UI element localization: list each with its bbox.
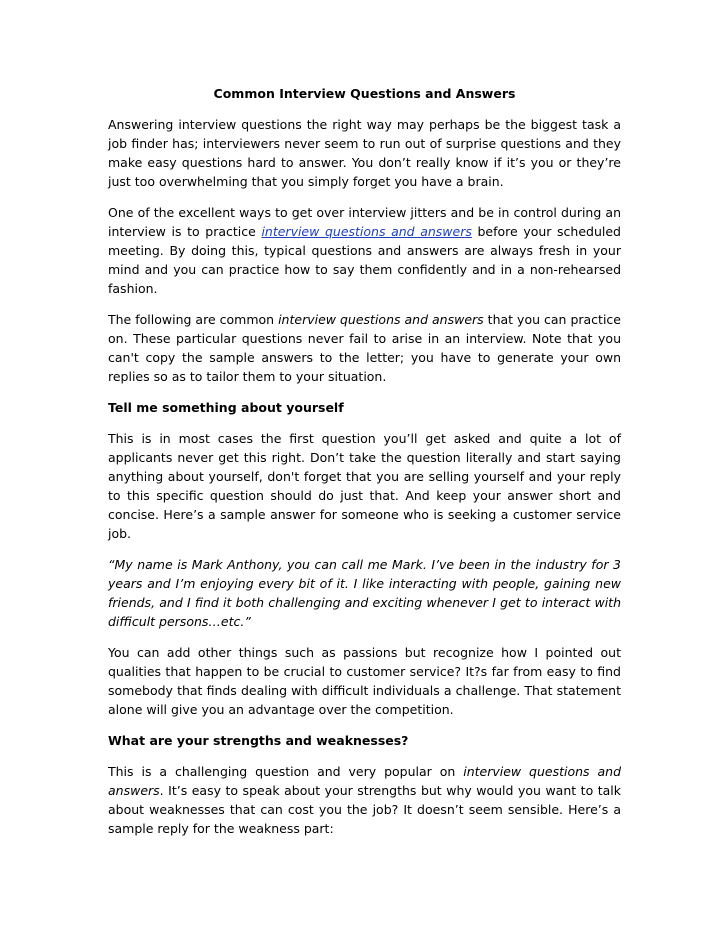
paragraph-practice-text-2: before your scheduled meeting. By doing this, typical questions and answers are always fresh in your mind and you can practice how to say them confidently and in a non-rehearsed fashion. [108, 224, 621, 296]
paragraph-common-questions [108, 310, 621, 386]
paragraph-challenging-text-2: . It’s easy to speak about your strengths but why would you want to talk about weaknesses that can cost you the job? It doesn’t seem sensible. Here’s a sample reply for the weakness part: [108, 783, 621, 836]
document-title: Common Interview Questions and Answers [213, 86, 516, 101]
sample-answer-quote: “My name is Mark Anthony, you can call me Mark. I’ve been in the industry for 3 years and I’m enjoying every bit of it. I like interacting with people, gaining new friends, and I find it both challenging and exciting whenever I get to interact with difficult persons…etc.” [108, 557, 621, 629]
paragraph-sample-answer-quote [108, 555, 621, 631]
paragraph-challenging-text-1: This is a challenging question and very popular on [108, 764, 464, 779]
paragraph-first-question: This is in most cases the first question you’ll get asked and quite a lot of applicants never get this right. Don’t take the question literally and start saying anything about yourself, don't forget that you are selling yourself and your reply to this specific question should do just that. And keep your answer short and concise. Here’s a sample answer for someone who is seeking a customer service job. [108, 431, 621, 541]
paragraph-common-emphasis: interview questions and answers [278, 312, 484, 327]
heading-strengths-weaknesses: What are your strengths and weaknesses? [108, 733, 409, 748]
paragraph-add-other-things: You can add other things such as passions but recognize how I pointed out qualities that happen to be crucial to customer service? It?s far from easy to find somebody that finds dealing with difficult individuals a challenge. That statement alone will give you an advantage over the competition. [108, 645, 621, 717]
paragraph-practice [108, 203, 621, 298]
interview-questions-link[interactable]: interview questions and answers [261, 224, 472, 239]
paragraph-common-text-2: that you can practice on. These particular questions never fail to arise in an interview. Note that you can't copy the sample answers to the letter; you have to generate your own replies so as to tailor them to your situation. [108, 312, 621, 384]
paragraph-challenging-question [108, 762, 621, 838]
heading-tell-me-about-yourself: Tell me something about yourself [108, 400, 344, 415]
document-page [108, 84, 621, 850]
paragraph-practice-text-1: One of the excellent ways to get over interview jitters and be in control during an interview is to practice [108, 205, 621, 239]
paragraph-intro: Answering interview questions the right way may perhaps be the biggest task a job finder has; interviewers never seem to run out of surprise questions and they make easy questions hard to answer. You don’t really know if it’s you or they’re just too overwhelming that you simply forget you have a brain. [108, 117, 621, 189]
paragraph-challenging-emphasis: interview questions and answers [108, 764, 622, 798]
paragraph-common-text-1: The following are common [108, 312, 279, 327]
